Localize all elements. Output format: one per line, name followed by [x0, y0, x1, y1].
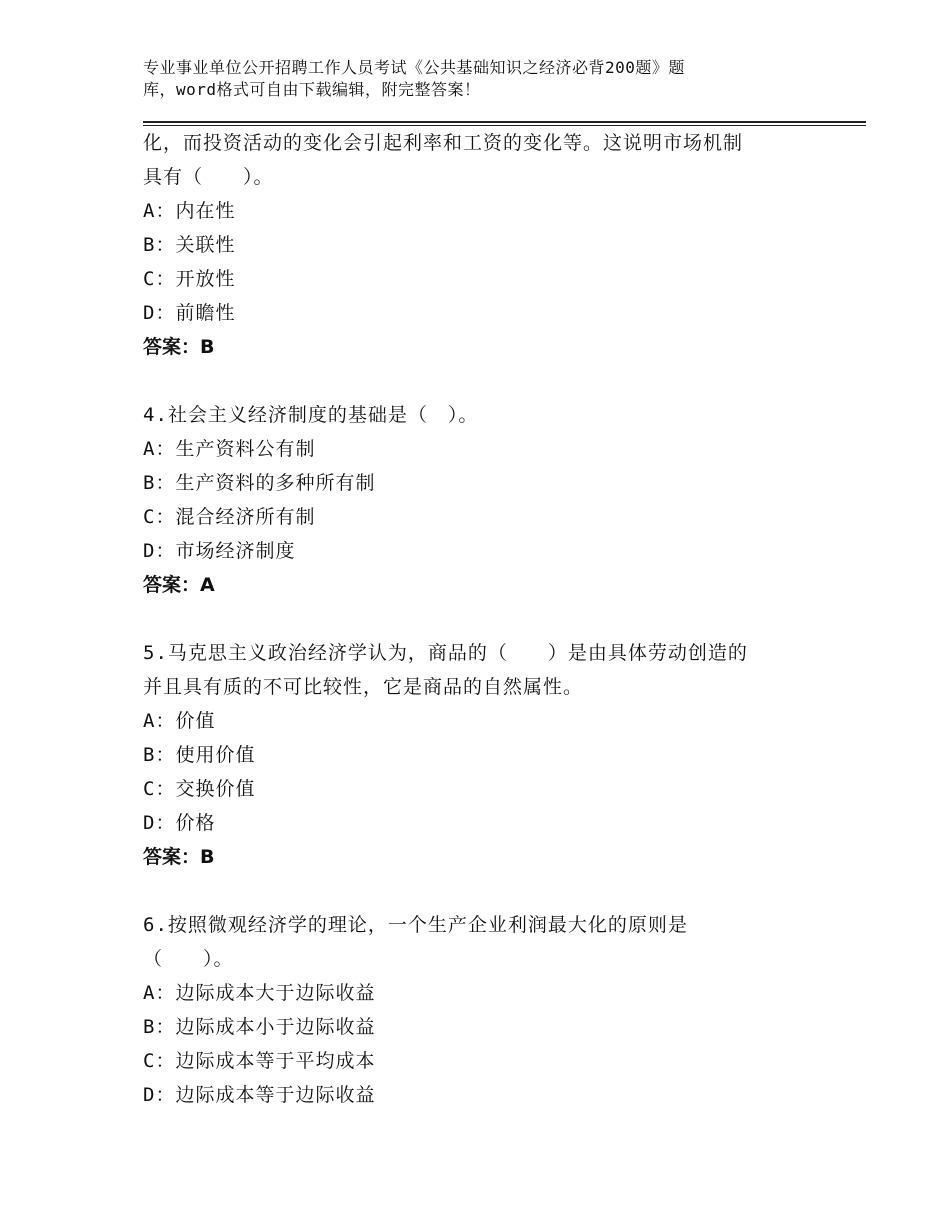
option-b: B：生产资料的多种所有制 — [143, 472, 376, 494]
option-b: B：边际成本小于边际收益 — [143, 1016, 376, 1038]
question-text: 具有（ ）。 — [143, 166, 274, 188]
option-d: D：前瞻性 — [143, 302, 236, 324]
question-3 — [143, 126, 843, 364]
header-divider-thick — [143, 121, 866, 123]
option-d: D：边际成本等于边际收益 — [143, 1084, 376, 1106]
option-a: A：价值 — [143, 710, 216, 732]
answer-label: 答案：B — [143, 846, 215, 868]
question-text: 5.马克思主义政治经济学认为，商品的（ ）是由具体劳动创造的 — [143, 642, 748, 664]
option-b: B：使用价值 — [143, 744, 256, 766]
answer-label: 答案：B — [143, 336, 215, 358]
option-c: C：开放性 — [143, 268, 236, 290]
question-text: 并且具有质的不可比较性，它是商品的自然属性。 — [143, 676, 584, 698]
header-line-2: 库，word格式可自由下载编辑，附完整答案！ — [143, 80, 481, 99]
question-text: （ ）。 — [143, 948, 234, 970]
option-a: A：边际成本大于边际收益 — [143, 982, 376, 1004]
question-6 — [143, 908, 843, 1112]
question-5 — [143, 636, 843, 874]
option-a: A：生产资料公有制 — [143, 438, 316, 460]
option-b: B：关联性 — [143, 234, 236, 256]
option-d: D：价格 — [143, 812, 216, 834]
option-d: D：市场经济制度 — [143, 540, 296, 562]
option-a: A：内在性 — [143, 200, 236, 222]
answer-label: 答案：A — [143, 574, 215, 596]
question-text: 4.社会主义经济制度的基础是（ ）。 — [143, 404, 479, 426]
question-list — [143, 126, 843, 1112]
option-c: C：交换价值 — [143, 778, 256, 800]
question-text: 化，而投资活动的变化会引起利率和工资的变化等。这说明市场机制 — [143, 132, 744, 154]
option-c: C：混合经济所有制 — [143, 506, 316, 528]
question-4 — [143, 398, 843, 602]
document-header — [143, 57, 783, 101]
question-text: 6.按照微观经济学的理论，一个生产企业利润最大化的原则是 — [143, 914, 688, 936]
option-c: C：边际成本等于平均成本 — [143, 1050, 376, 1072]
header-line-1: 专业事业单位公开招聘工作人员考试《公共基础知识之经济必背200题》题 — [143, 58, 685, 77]
